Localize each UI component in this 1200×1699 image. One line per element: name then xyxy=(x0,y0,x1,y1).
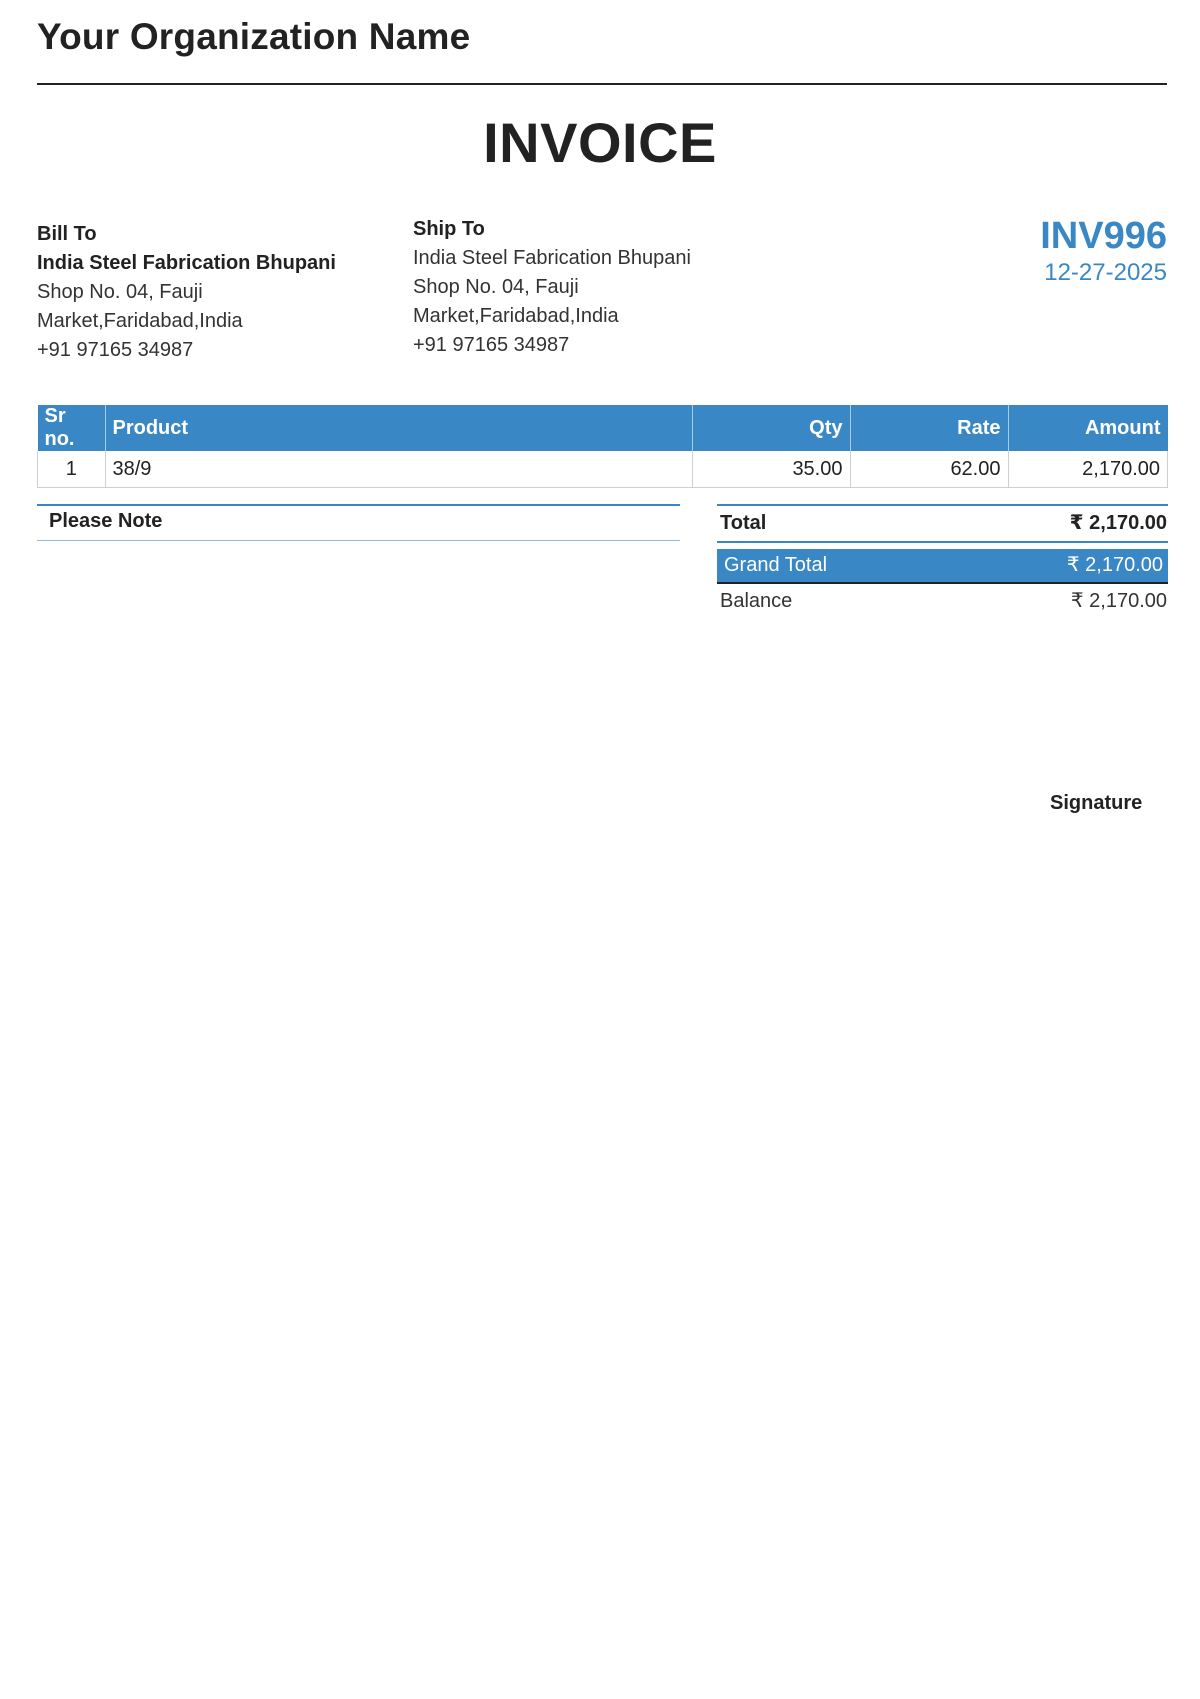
col-rate: Rate xyxy=(850,405,1008,451)
invoice-date: 12-27-2025 xyxy=(1044,259,1167,286)
org-name: Your Organization Name xyxy=(37,16,471,57)
balance-row xyxy=(717,584,1168,619)
document-title: INVOICE xyxy=(483,111,717,174)
total-row xyxy=(717,504,1168,543)
bill-to-address-line2: Market,Faridabad,India xyxy=(37,310,243,332)
line-items-table xyxy=(37,405,1168,488)
grand-total-label: Grand Total xyxy=(724,554,828,576)
grand-total-value: ₹ 2,170.00 xyxy=(1066,554,1163,576)
table-row xyxy=(38,451,1168,488)
ship-to-name: India Steel Fabrication Bhupani xyxy=(413,247,691,269)
totals-section xyxy=(717,504,1168,619)
grand-total-row xyxy=(717,549,1168,584)
col-product: Product xyxy=(105,405,692,451)
col-qty: Qty xyxy=(692,405,850,451)
cell-sr-no: 1 xyxy=(38,451,106,488)
ship-to-section xyxy=(413,215,691,360)
notes-label: Please Note xyxy=(49,510,163,532)
ship-to-address-line1: Shop No. 04, Fauji xyxy=(413,276,579,298)
col-sr-no: Sr no. xyxy=(38,405,106,451)
total-value: ₹ 2,170.00 xyxy=(1069,512,1167,534)
invoice-number: INV996 xyxy=(1040,215,1167,257)
invoice-meta xyxy=(1040,214,1167,288)
balance-label: Balance xyxy=(720,590,793,612)
balance-value: ₹ 2,170.00 xyxy=(1070,590,1167,612)
bill-to-section xyxy=(37,220,336,365)
total-label: Total xyxy=(720,512,767,534)
ship-to-label: Ship To xyxy=(413,218,485,240)
header-divider xyxy=(37,83,1167,85)
ship-to-address-line2: Market,Faridabad,India xyxy=(413,305,619,327)
bill-to-address-line1: Shop No. 04, Fauji xyxy=(37,281,203,303)
cell-amount: 2,170.00 xyxy=(1008,451,1168,488)
cell-rate: 62.00 xyxy=(850,451,1008,488)
cell-product: 38/9 xyxy=(105,451,692,488)
bill-to-phone: +91 97165 34987 xyxy=(37,339,194,361)
ship-to-phone: +91 97165 34987 xyxy=(413,334,570,356)
signature-label: Signature xyxy=(1050,792,1143,814)
col-amount: Amount xyxy=(1008,405,1168,451)
table-header-row xyxy=(38,405,1168,451)
bill-to-label: Bill To xyxy=(37,223,97,245)
bill-to-name: India Steel Fabrication Bhupani xyxy=(37,252,336,274)
notes-section xyxy=(37,504,680,541)
cell-qty: 35.00 xyxy=(692,451,850,488)
